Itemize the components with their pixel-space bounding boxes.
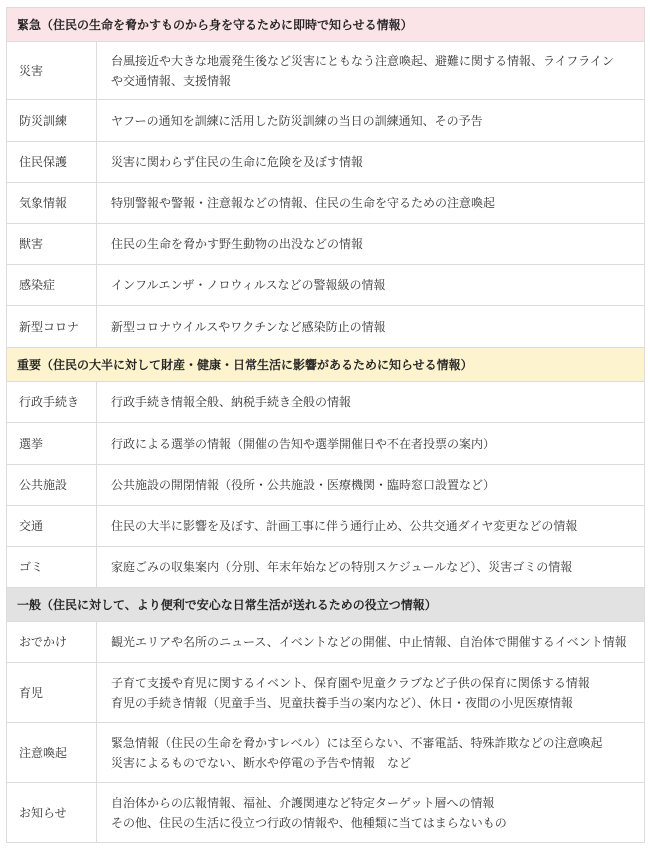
category-description [97, 382, 645, 423]
category-description [97, 547, 645, 588]
category-label: 注意喚起 [7, 723, 97, 783]
section-header-emergency [7, 8, 645, 42]
section-heading: 一般（住民に対して、より便利で安心な日常生活が送れるための役立つ情報） [7, 588, 645, 622]
category-description [97, 723, 645, 783]
table-row [7, 663, 645, 723]
category-label: 獣害 [7, 224, 97, 265]
description-line: や交通情報、支援情報 [111, 73, 232, 88]
table-row [7, 783, 645, 843]
description-line: 特別警報や警報・注意報などの情報、住民の生命を守るための注意喚起 [111, 196, 496, 210]
category-description [97, 622, 645, 663]
table-row [7, 42, 645, 100]
category-label: ゴミ [7, 547, 97, 588]
table-row [7, 622, 645, 663]
category-description [97, 224, 645, 265]
table-row [7, 465, 645, 506]
table-row [7, 100, 645, 142]
description-line: 公共施設の開閉情報（役所・公共施設・医療機関・臨時窓口設置など） [111, 478, 496, 492]
category-label: 交通 [7, 506, 97, 547]
table-row [7, 183, 645, 224]
description-line: 行政手続き情報全般、納税手続き全般の情報 [111, 395, 352, 409]
category-label: 気象情報 [7, 183, 97, 224]
description-line: 災害に関わらず住民の生命に危険を及ぼす情報 [111, 155, 364, 169]
section-heading: 重要（住民の大半に対して財産・健康・日常生活に影響があるために知らせる情報） [7, 348, 645, 382]
category-description [97, 100, 645, 142]
description-line: 緊急情報（住民の生命を脅かすレベル）には至らない、不審電話、特殊詐欺などの注意喚起 [111, 735, 603, 750]
category-label: 行政手続き [7, 382, 97, 423]
table-row [7, 224, 645, 265]
description-line: 台風接近や大きな地震発生後など災害にともなう注意喚起、避難に関する情報、ライフライン [111, 53, 614, 68]
category-description [97, 306, 645, 348]
category-label: お知らせ [7, 783, 97, 843]
description-line: 新型コロナウイルスやワクチンなど感染防止の情報 [111, 319, 386, 334]
description-line: インフルエンザ・ノロウィルスなどの警報級の情報 [111, 278, 386, 292]
description-line: 家庭ごみの収集案内（分別、年末年始などの特別スケジュールなど）、災害ゴミの情報 [111, 560, 573, 574]
category-label: 選挙 [7, 423, 97, 465]
description-line: 自治体からの広報情報、福祉、介護関連など特定ターゲット層への情報 [111, 795, 495, 810]
table-row [7, 265, 645, 306]
category-label: 感染症 [7, 265, 97, 306]
category-label: おでかけ [7, 622, 97, 663]
category-label: 育児 [7, 663, 97, 723]
description-line: 住民の生命を脅かす野生動物の出没などの情報 [111, 237, 364, 251]
table-row [7, 306, 645, 348]
notification-categories-table [6, 7, 645, 843]
table-row [7, 723, 645, 783]
category-description [97, 265, 645, 306]
category-description [97, 783, 645, 843]
table-row [7, 382, 645, 423]
category-label: 住民保護 [7, 142, 97, 183]
category-description [97, 42, 645, 100]
description-line: 行政による選挙の情報（開催の告知や選挙開催日や不在者投票の案内） [111, 436, 496, 451]
description-line: 子育て支援や育児に関するイベント、保育園や児童クラブなど子供の保育に関係する情報 [111, 675, 590, 690]
table-row [7, 142, 645, 183]
section-heading: 緊急（住民の生命を脅かすものから身を守るために即時で知らせる情報） [7, 8, 645, 42]
section-header-general [7, 588, 645, 622]
description-line: 育児の手続き情報（児童手当、児童扶養手当の案内など）、休日・夜間の小児医療情報 [111, 695, 574, 710]
category-description [97, 465, 645, 506]
category-label: 災害 [7, 42, 97, 100]
table-row [7, 506, 645, 547]
category-description [97, 423, 645, 465]
category-description [97, 183, 645, 224]
category-description [97, 506, 645, 547]
description-line: ヤフーの通知を訓練に活用した防災訓練の当日の訓練通知、その予告 [111, 113, 483, 128]
table-row [7, 423, 645, 465]
section-header-important [7, 348, 645, 382]
description-line: 観光エリアや名所のニュース、イベントなどの開催、中止情報、自治体で開催するイベント情報 [111, 635, 627, 649]
description-line: その他、住民の生活に役立つ行政の情報や、他種類に当てはまらないもの [111, 815, 507, 830]
category-description [97, 663, 645, 723]
description-line: 災害によるものでない、断水や停電の予告や情報 など [111, 755, 412, 770]
description-line: 住民の大半に影響を及ぼす、計画工事に伴う通行止め、公共交通ダイヤ変更などの情報 [111, 519, 578, 533]
category-label: 新型コロナ [7, 306, 97, 348]
category-label: 公共施設 [7, 465, 97, 506]
table-row [7, 547, 645, 588]
category-label: 防災訓練 [7, 100, 97, 142]
category-description [97, 142, 645, 183]
